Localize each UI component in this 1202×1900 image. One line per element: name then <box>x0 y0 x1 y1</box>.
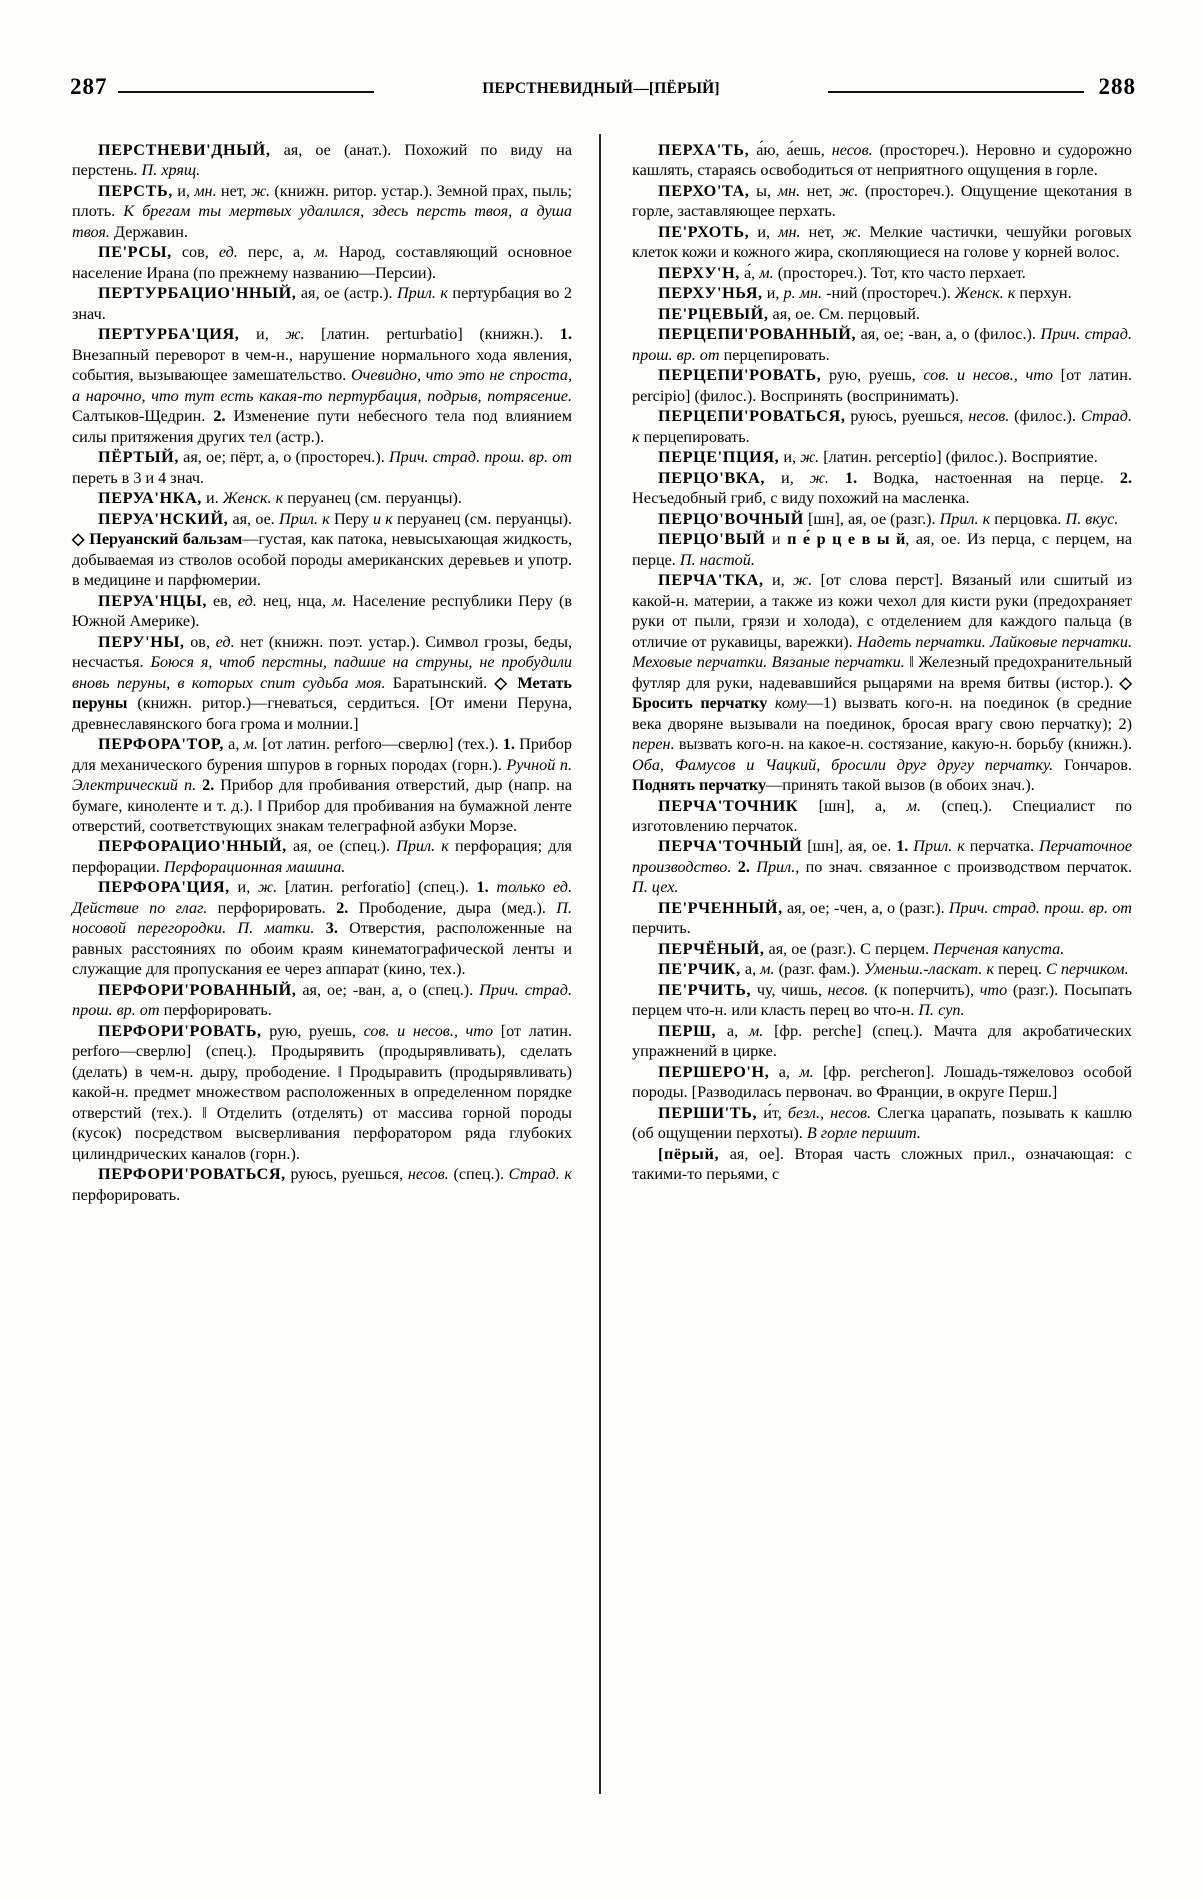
dictionary-entry <box>632 365 1132 406</box>
dictionary-entry <box>632 447 1132 467</box>
entry-body: а́ю, а́ешь, несов. (простореч.). Неровно и судорожно кашлять, стараясь освободиться от неприятного ощущения в горле. <box>632 141 1133 180</box>
entry-body: а, м. [фр. perche] (спец.). Мачта для акробатических упражнений в цирке. <box>632 1021 1132 1061</box>
dictionary-entry <box>72 1164 572 1205</box>
entry-headword: ПЕ'РХОТЬ, <box>658 222 750 241</box>
dictionary-entry <box>72 836 572 877</box>
dictionary-entry <box>632 283 1132 303</box>
entry-body: ая, ое (спец.). Прил. к перфорация; для перфорации. Перфорационная машина. <box>72 837 572 876</box>
entry-headword: ПЕРХО'ТА, <box>658 181 750 200</box>
entry-body: ая, ое; пёрт, а, о (простореч.). Прич. страд. прош. вр. от переть в 3 и 4 знач. <box>72 448 572 487</box>
dictionary-entry <box>632 324 1132 365</box>
entry-body: сов, ед. перс, а, м. Народ, составляющий основное население Ирана (по прежнему названию—Персии). <box>72 243 572 282</box>
dictionary-entry <box>72 283 572 324</box>
entry-headword: ПЕРЧА'ТКА, <box>658 571 764 590</box>
dictionary-entry <box>632 140 1132 181</box>
entry-headword: ПЕРУА'НКА, <box>98 489 202 508</box>
entry-headword: ПЕРФОРА'ЦИЯ, <box>98 878 230 897</box>
folio-right: 288 <box>1098 74 1136 99</box>
entry-headword: ПЕРУ'НЫ, <box>98 632 185 651</box>
column-divider <box>599 134 601 1794</box>
dictionary-entry <box>72 242 572 283</box>
entry-body: ая, ое (анат.). Похожий по виду на перстень. П. хрящ. <box>72 141 572 180</box>
right-column <box>632 140 1132 1185</box>
dictionary-entry <box>72 734 572 836</box>
dictionary-entry <box>632 980 1132 1021</box>
entry-body: ая, ое; -ван, а, о (спец.). Прич. страд. прош. вр. от перфорировать. <box>72 980 572 1020</box>
dictionary-entry <box>632 796 1132 837</box>
columns-area <box>72 140 1132 1840</box>
folio-left: 287 <box>70 74 108 99</box>
entry-body: ая, ое. Прил. к Перу и к перуанец (см. перуанцы). ◇ Перуанский бальзам—густая, как патока, невысыхающая жидкость, добываемая из стволов особой породы американских деревьев и употр. в медицине и парфюмерии. <box>72 509 573 590</box>
entry-headword: ПЕРТУРБАЦИО'ННЫЙ, <box>98 284 297 303</box>
dictionary-entry <box>632 570 1132 795</box>
entry-headword: ПЕРЦЕПИ'РОВАТЬ, <box>658 366 822 385</box>
entry-headword: [пёрый, <box>658 1144 720 1163</box>
entry-body: чу, чишь, несов. (к поперчить), что (разг.). Посыпать перцем что-н. или класть перец во что-н. П. суп. <box>632 980 1133 1020</box>
entry-body: и, ж. [латин. perceptio] (филос.). Восприятие. <box>779 448 1098 467</box>
dictionary-entry <box>72 488 572 508</box>
entry-headword: ПЕРЦО'ВОЧНЫЙ <box>658 509 804 528</box>
entry-body: ая, ое; -чен, а, о (разг.). Прич. страд. прош. вр. от перчить. <box>632 898 1132 938</box>
dictionary-entry <box>72 181 572 242</box>
entry-body: рую, руешь, сов. и несов., что [от латин. percipio] (филос.). Воспринять (воспринимать). <box>632 366 1133 405</box>
entry-body: а́, м. (простореч.). Тот, кто часто перхает. <box>739 263 1026 282</box>
dictionary-entry <box>632 181 1132 222</box>
entry-headword: ПЕ'РЦЕВЫЙ, <box>658 304 769 323</box>
dictionary-entry <box>632 959 1132 979</box>
entry-body: ая, ое]. Вторая часть сложных прил., означающая: с такими-то перьями, с <box>632 1144 1132 1184</box>
entry-headword: ПЕРСТЬ, <box>98 181 173 200</box>
running-head <box>60 74 1142 108</box>
left-column <box>72 140 572 1205</box>
entry-headword: ПЕРЦО'ВКА, <box>658 468 766 487</box>
dictionary-entry <box>632 898 1132 939</box>
entry-body: руюсь, руешься, несов. (филос.). Страд. к перцепировать. <box>632 407 1132 446</box>
dictionary-entry <box>632 263 1132 283</box>
entry-headword: ПЕРСТНЕВИ'ДНЫЙ, <box>98 141 271 159</box>
entry-body: [шн], ая, ое (разг.). Прил. к перцовка. П. вкус. <box>803 509 1119 528</box>
entry-headword: ПЕРШ, <box>658 1021 717 1040</box>
entry-headword: ПЕРЧА'ТОЧНЫЙ <box>658 837 803 856</box>
entry-body: и́т, безл., несов. Слегка царапать, позывать к кашлю (об ощущении перхоты). В горле першит. <box>632 1103 1132 1143</box>
entry-headword: ПЕ'РЧИК, <box>658 960 741 979</box>
dictionary-entry <box>632 406 1132 447</box>
entry-body: и, мн. нет, ж. Мелкие частички, чешуйки роговых клеток кожи и кожного жира, скопляющиеся на голове у корней волос. <box>632 222 1132 262</box>
entry-body: руюсь, руешься, несов. (спец.). Страд. к перфорировать. <box>72 1165 572 1204</box>
entry-headword: ПЕРХА'ТЬ, <box>658 141 750 159</box>
dictionary-entry <box>632 939 1132 959</box>
entry-body: [шн], ая, ое. 1. Прил. к перчатка. Перчаточное производство. 2. Прил., по знач. связанное с производством перчаток. П. цех. <box>632 837 1133 897</box>
entry-headword: ПЕРХУ'Н, <box>658 263 740 282</box>
entry-body: рую, руешь, сов. и несов., что [от латин. perforo—сверлю] (спец.). Продырявить (продырявливать), сделать (делать) в чем-н. дыру, прободение. ‖ Продыравить (продырявливать) какой-н. предмет множеством расположенных в определенном порядке отверстий (тех.). ‖ Отделить (отделять) от массива горной породы (кусок) посредством высверливания перфоратором ряда глубоких цилиндрических каналов (горн.). <box>72 1021 573 1163</box>
entry-body: и, ж. 1. Водка, настоенная на перце. 2. Несъедобный гриб, с виду похожий на масленка. <box>632 468 1132 508</box>
dictionary-entry <box>72 324 572 447</box>
entry-body: а, м. [фр. percheron]. Лошадь-тяжеловоз особой породы. [Разводилась первонач. во Франции, в округе Перш.] <box>632 1062 1133 1102</box>
entry-headword: ПЕ'РСЫ, <box>98 243 172 262</box>
entry-body: и, ж. [от слова перст]. Вязаный или сшитый из какой-н. материи, а также из кожи чехол для кисти руки (предохраняет руки от пыли, грязи и холода), с отделением для каждого пальца (в отличие от рукавицы, варежки). Надеть перчатки. Лайковые перчатки. Меховые перчатки. Вязаные перчатки. ‖ Железный предохранительный футляр для руки, надевавшийся рыцарями на время битвы (истор.). ◇ Бросить перчатку кому—1) вызвать кого-н. на поединок (в средние века дворяне вызывали на поединок, бросая врагу свою перчатку); 2) перен. вызвать кого-н. на какое-н. состязание, какую-н. борьбу (книжн.). Оба, Фамусов и Чацкий, бросили друг другу перчатку. Гончаров. Поднять перчатку—принять такой вызов (в обоих знач.). <box>632 571 1133 795</box>
entry-body: и, ж. [латин. perforatio] (спец.). 1. только ед. Действие по глаг. перфорировать. 2. Прободение, дыра (мед.). П. носовой перегородки. П. матки. 3. Отверстия, расположенные на равных расстояниях по обоим краям кинематографической ленты и служащие для пропускания ее через аппарат (кино, тех.). <box>72 878 573 979</box>
entry-body: а, м. (разг. фам.). Уменьш.-ласкат. к перец. С перчиком. <box>740 960 1129 979</box>
dictionary-entry <box>72 140 572 181</box>
entry-headword: ПЕРФОРИ'РОВАННЫЙ, <box>98 980 297 999</box>
entry-body: ая, ое. См. перцовый. <box>768 304 920 323</box>
entry-body: и п е́ р ц е в ы й, ая, ое. Из перца, с перцем, на перце. П. настой. <box>632 530 1133 569</box>
entry-headword: ПЕРЦЕПИ'РОВАТЬСЯ, <box>658 407 846 426</box>
dictionary-entry <box>632 304 1132 324</box>
entry-headword: ПЕРЧА'ТОЧНИК <box>658 796 799 815</box>
entry-body: ая, ое (астр.). Прил. к пертурбация во 2 знач. <box>72 284 572 323</box>
entry-headword: ПЕРЦЕ'ПЦИЯ, <box>658 448 780 467</box>
dictionary-entry <box>632 1062 1132 1103</box>
entry-body: а, м. [от латин. perforo—сверлю] (тех.). 1. Прибор для механического бурения шпуров в горных породах (горн.). Ручной п. Электрический п. 2. Прибор для пробивания отверстий, дыр (напр. на бумаге, киноленте и т. д.). ‖ Прибор для пробивания на бумажной ленте отверстий, соответствующих знакам телеграфной азбуки Морзе. <box>72 735 573 835</box>
entry-headword: ПЕРФОРА'ТОР, <box>98 735 224 754</box>
entry-headword: ПЕРФОРИ'РОВАТЬ, <box>98 1021 262 1040</box>
dictionary-entry <box>632 1021 1132 1062</box>
entry-headword: ПЕРТУРБА'ЦИЯ, <box>98 325 240 344</box>
dictionary-entry <box>72 632 572 734</box>
dictionary-entry <box>72 980 572 1021</box>
entry-body: и. Женск. к перуанец (см. перуанцы). <box>201 489 462 508</box>
dictionary-entry <box>632 529 1132 570</box>
entry-headword: ПЕРУА'НЦЫ, <box>98 591 207 610</box>
dictionary-entry <box>632 509 1132 529</box>
entry-headword: ПЕРШИ'ТЬ, <box>658 1103 758 1122</box>
head-rule-right <box>828 91 1084 93</box>
entry-headword: ПЕРУА'НСКИЙ, <box>98 509 229 528</box>
entry-body: и, ж. [латин. perturbatio] (книжн.). 1. Внезапный переворот в чем-н., нарушение нормального хода явления, события, вызывающее замешательство. Очевидно, что это не спроста, а нарочно, что тут есть какая-то пертурбация, подрыв, потрясение. Салтыков-Щедрин. 2. Изменение пути небесного тела под влиянием силы притяжения других тел (астр.). <box>72 325 573 446</box>
entry-headword: ПЕРЧЁНЫЙ, <box>658 939 765 958</box>
dictionary-entry <box>632 222 1132 263</box>
dictionary-entry <box>632 1144 1132 1185</box>
entry-body: и, р. мн. -ний (простореч.). Женск. к перхун. <box>762 284 1072 303</box>
entry-body: ов, ед. нет (книжн. поэт. устар.). Символ грозы, беды, несчастья. Боюся я, чтоб перстны, падшие на струны, не пробудили вновь перуны, в которых спит судьба моя. Баратынский. ◇ Метать перуны (книжн. ритор.)—гневаться, сердиться. [От имени Перуна, древнеславянского бога грома и молнии.] <box>72 632 573 733</box>
entry-headword: ПЕ'РЧИТЬ, <box>658 980 752 999</box>
entry-body: ая, ое; -ван, а, о (филос.). Прич. страд. прош. вр. от перцепировать. <box>632 325 1132 364</box>
entry-headword: ПЕ'РЧЕННЫЙ, <box>658 898 783 917</box>
dictionary-entry <box>72 591 572 632</box>
entry-headword: ПЁРТЫЙ, <box>98 448 180 467</box>
dictionary-entry <box>632 1103 1132 1144</box>
dictionary-entry <box>632 836 1132 897</box>
entry-body: ев, ед. нец, нца, м. Население республики Перу (в Южной Америке). <box>72 591 573 631</box>
entry-body: ая, ое (разг.). С перцем. Перченая капуста. <box>764 939 1065 958</box>
dictionary-entry <box>72 877 572 979</box>
entry-headword: ПЕРЦЕПИ'РОВАННЫЙ, <box>658 325 857 344</box>
entry-body: и, мн. нет, ж. (книжн. ритор. устар.). Земной прах, пыль; плоть. К брегам ты мертвых удалился, здесь персть твоя, а душа твоя. Державин. <box>72 181 572 241</box>
entry-headword: ПЕРШЕРО'Н, <box>658 1062 770 1081</box>
entry-body: ы, мн. нет, ж. (простореч.). Ощущение щекотания в горле, заставляющее перхать. <box>632 181 1132 221</box>
entry-headword: ПЕРФОРАЦИО'ННЫЙ, <box>98 837 287 856</box>
entry-body: [шн], а, м. (спец.). Специалист по изготовлению перчаток. <box>632 796 1133 835</box>
dictionary-entry <box>72 1021 572 1164</box>
entry-headword: ПЕРФОРИ'РОВАТЬСЯ, <box>98 1165 286 1184</box>
entry-headword: ПЕРЦО'ВЫЙ <box>658 530 766 549</box>
dictionary-entry <box>72 509 572 591</box>
entry-headword: ПЕРХУ'НЬЯ, <box>658 284 763 303</box>
dictionary-entry <box>632 468 1132 509</box>
dictionary-entry <box>72 447 572 488</box>
running-head-title: ПЕРСТНЕВИДНЫЙ—[ПЁРЫЙ] <box>482 80 720 97</box>
